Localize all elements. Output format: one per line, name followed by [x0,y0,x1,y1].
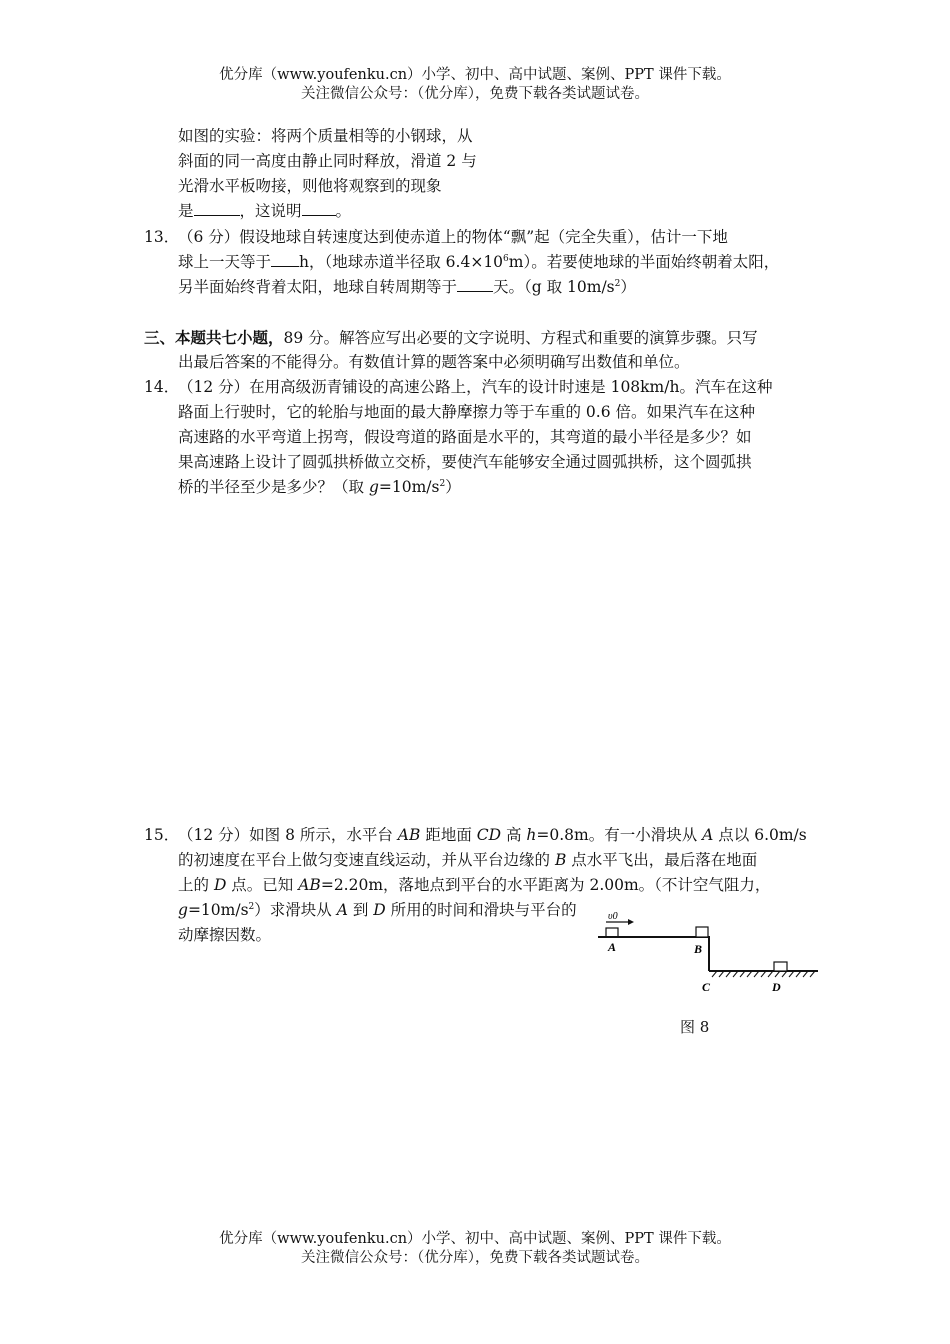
question-14-text [178,375,772,500]
answer-blank[interactable] [271,251,299,267]
q15-line: （12 分）如图 8 所示，水平台 AB 距地面 CD 高 h=0.8m。有一小滑块从 A 点以 6.0m/s [178,826,807,844]
answer-blank[interactable] [302,200,336,216]
answer-blank[interactable] [457,276,493,292]
slider-block-a [606,928,618,937]
section-3-instructions: 89 分。解答应写出必要的文字说明、方程式和重要的演算步骤。只写 [283,329,758,347]
section-3-heading [144,325,758,351]
q12-line: 是 ，这说明 。 [178,202,352,220]
footer-line-2: 关注微信公众号：（优分库），免费下载各类试题试卷。 [301,1250,649,1266]
q14-line: 果高速路上设计了圆弧拱桥做立交桥，要使汽车能够安全通过圆弧拱桥，这个圆弧拱 [178,453,752,471]
figure-8-diagram [598,905,828,1000]
q14-line: 桥的半径至少是多少？（取 $g=10m/s^2$） [178,478,461,496]
section-3-instructions-cont: 出最后答案的不能得分。有数值计算的题答案中必须明确写出数值和单位。 [178,353,690,371]
q15-line: 上的 D 点。已知 AB=2.20m，落地点到平台的水平距离为 2.00m。（不计空气阻力， [178,876,771,894]
label-b: B [694,942,703,956]
page-header [0,66,950,104]
q14-line: 高速路的水平弯道上拐弯，假设弯道的路面是水平的，其弯道的最小半径是多少？如 [178,428,752,446]
q12-line: 如图的实验：将两个质量相等的小钢球，从 [178,127,473,145]
question-13-number: 13． [144,228,180,246]
q13-line: （6 分）假设地球自转速度达到使赤道上的物体“飘”起（完全失重），估计一下地 [178,228,728,246]
q13-line: 球上一天等于 h，（地球赤道半径取 $6.4\times 10^6m$）。若要使地球的半面始终朝着太阳， [178,253,780,271]
label-a: A [608,940,617,954]
question-13-text [178,225,779,300]
q15-line: 的初速度在平台上做匀变速直线运动，并从平台边缘的 B 点水平飞出，最后落在地面 [178,851,758,869]
q13-line: 另半面始终背着太阳，地球自转周期等于 天。（g 取 $10m/s^2$） [178,278,636,296]
q15-line: 动摩擦因数。 [178,926,272,944]
q12-line: 光滑水平板吻接，则他将观察到的现象 [178,177,442,195]
q14-line: 路面上行驶时，它的轮胎与地面的最大静摩擦力等于车重的 0.6 倍。如果汽车在这种 [178,403,756,421]
answer-blank[interactable] [194,200,240,216]
block-b [696,927,708,937]
figure-8-caption: 图 8 [680,1018,710,1036]
q15-line: $g=10m/s^2$）求滑块从 A 到 D 所用的时间和滑块与平台的 [178,901,577,919]
section-3-title: 三、本题共七小题， [144,328,284,347]
question-12-text [178,124,477,224]
question-15-number: 15． [144,826,180,844]
footer-line-1: 优分库（www.youfenku.cn）小学、初中、高中试题、案例、PPT 课件下载。 [219,1231,731,1247]
header-line-1: 优分库（www.youfenku.cn）小学、初中、高中试题、案例、PPT 课件下载。 [219,67,731,83]
question-14-number: 14． [144,378,180,396]
label-c: C [702,980,711,994]
q12-line: 斜面的同一高度由静止同时释放，滑道 2 与 [178,152,477,170]
v0-label: υ0 [608,911,618,922]
header-line-2: 关注微信公众号：（优分库），免费下载各类试题试卷。 [301,86,649,102]
velocity-arrowhead [628,919,634,925]
page-footer [0,1230,950,1268]
label-d: D [772,980,781,994]
block-d [774,962,787,971]
q14-line: （12 分）在用高级沥青铺设的高速公路上，汽车的设计时速是 108km/h。汽车在这种 [178,378,773,396]
